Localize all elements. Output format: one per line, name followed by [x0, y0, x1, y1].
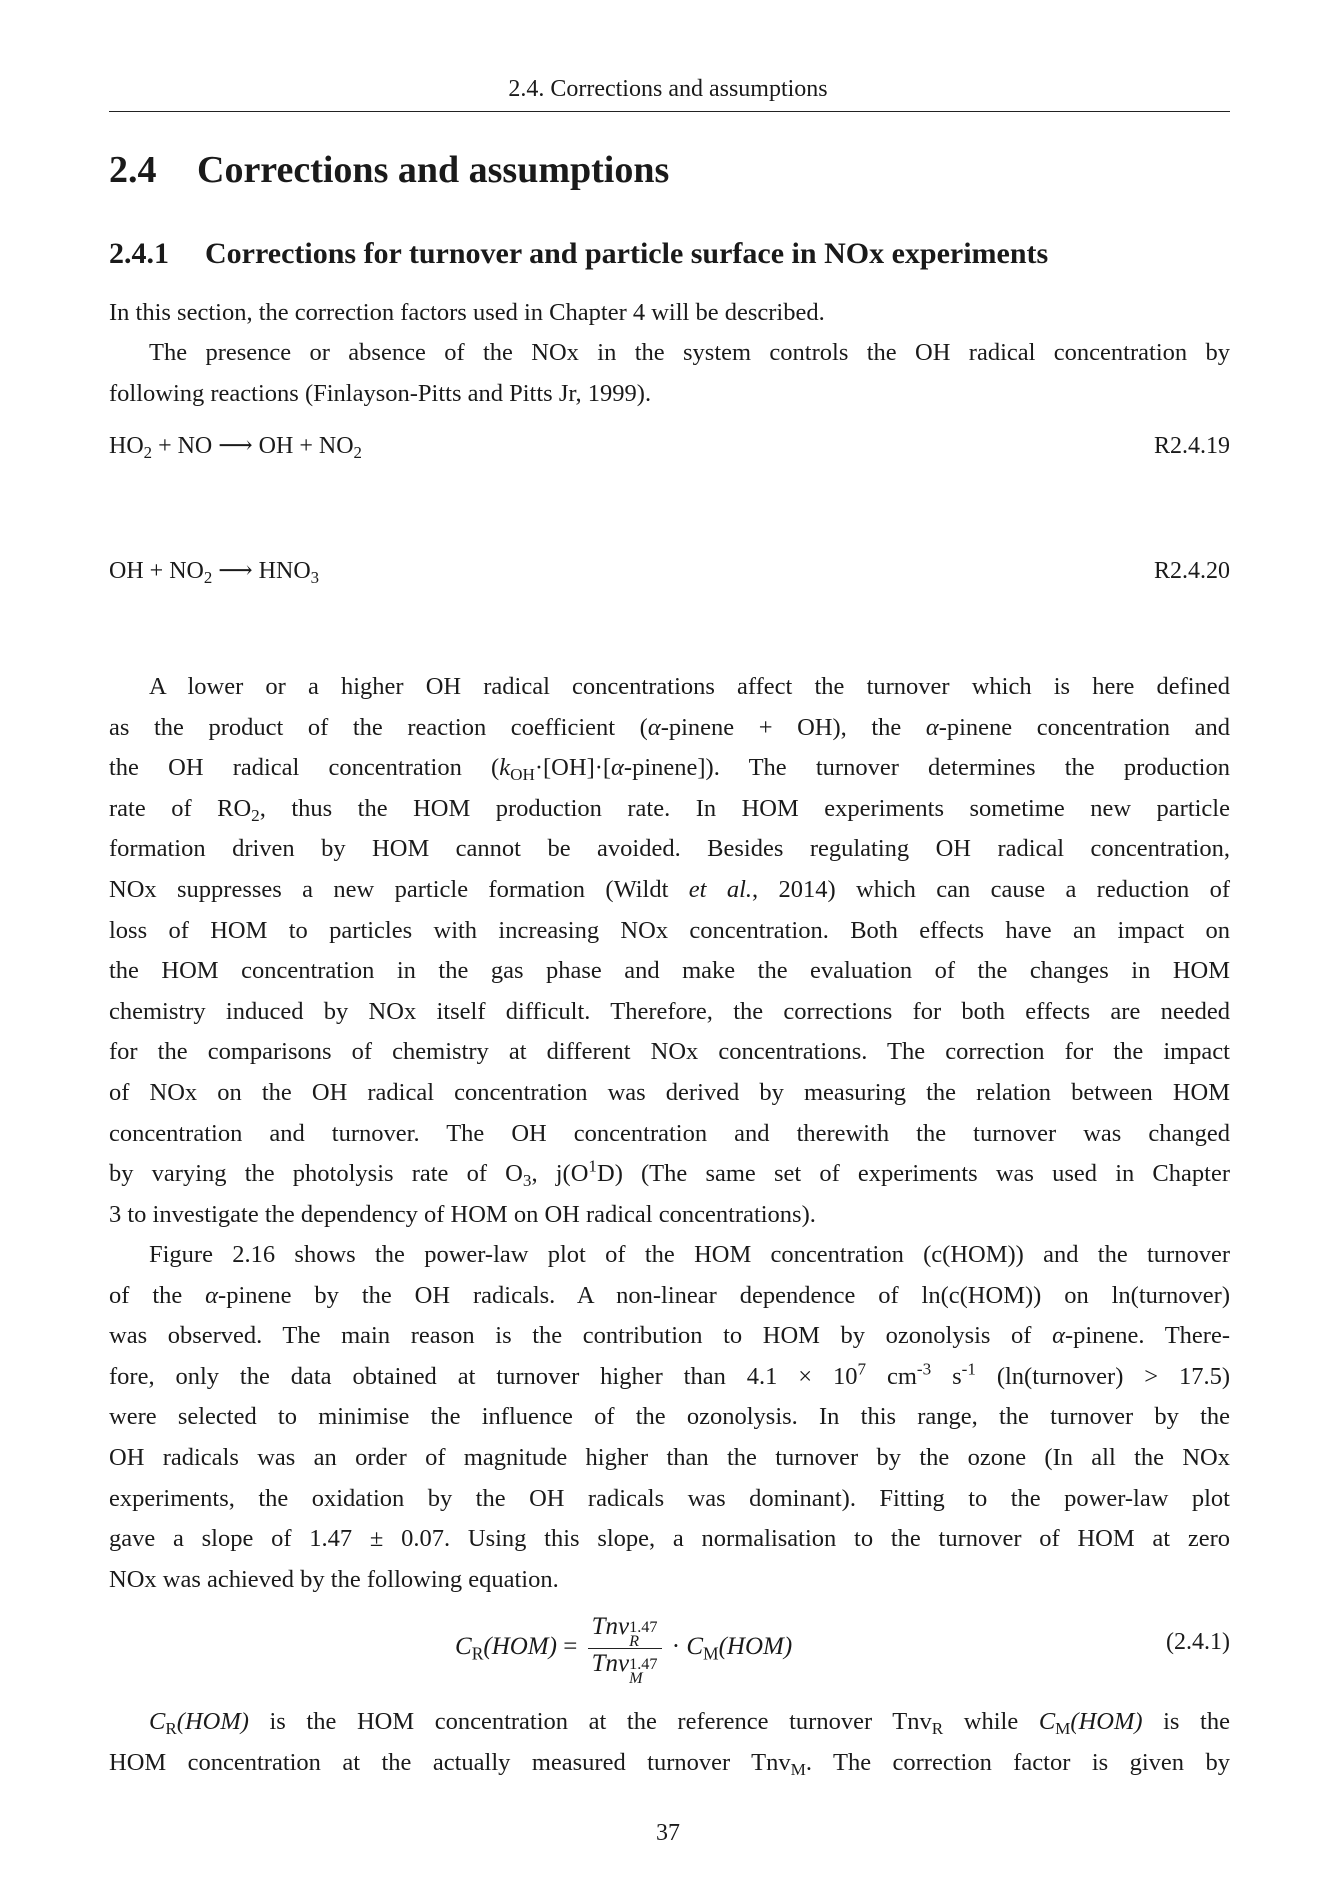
text-line — [149, 1235, 1230, 1275]
text-run: is the HOM concentration at the reference turnover Tnv — [248, 1708, 932, 1735]
text-line — [109, 1357, 1230, 1397]
eq-symbol: C — [686, 1633, 704, 1661]
text-run: was observed. The main reason is the contribution to HOM by ozonolysis of — [109, 1322, 1053, 1350]
reaction-formula — [109, 433, 362, 463]
text-line — [109, 1397, 1230, 1437]
text-run: formation driven by HOM cannot be avoided. Besides regulating OH radical concentration, — [109, 835, 1230, 863]
text-run: the OH radical concentration ( — [109, 754, 500, 782]
text-run: cm — [866, 1362, 917, 1390]
text-run: D) (The same set of experiments was used in Chapter — [597, 1160, 1230, 1188]
superscript: -3 — [916, 1359, 932, 1379]
eq-superscript: 1.47 — [629, 1618, 658, 1636]
text-line — [109, 1032, 1230, 1072]
text-run: by varying the photolysis rate of O — [109, 1160, 523, 1188]
subscript: R — [165, 1719, 177, 1739]
eq-denominator — [588, 1649, 662, 1685]
section-heading — [109, 148, 669, 192]
text-line — [109, 1743, 1230, 1783]
subscript: 2 — [143, 443, 153, 463]
text-run: concentration and turnover. The OH concentration and therewith the turnover was changed — [109, 1119, 1230, 1147]
text-run: . The correction factor is given by — [805, 1748, 1230, 1776]
text-run: of NOx on the OH radical concentration was derived by measuring the relation between HOM — [109, 1079, 1230, 1106]
subsection-heading — [109, 236, 1048, 272]
text-line — [109, 1154, 1230, 1194]
text-run: fore, only the data obtained at turnover higher than 4.1 × 10 — [109, 1362, 858, 1390]
text-run: , 2014) which can cause a reduction of — [752, 876, 1230, 903]
text-line — [109, 1316, 1230, 1356]
text-line — [109, 911, 1230, 951]
subscript: 2 — [353, 443, 362, 463]
text-run: the HOM concentration in the gas phase and make the evaluation of the changes in HOM — [109, 957, 1230, 985]
text-run: while — [943, 1708, 1039, 1735]
subscript: 2 — [251, 805, 260, 825]
text-line — [109, 1519, 1230, 1559]
text-line — [109, 789, 1230, 829]
reaction-r2-4-20 — [109, 551, 1230, 591]
text-run: NOx was achieved by the following equation. — [109, 1565, 559, 1593]
math-text: et al. — [688, 876, 753, 903]
text-line — [149, 333, 1230, 373]
math-text: k — [499, 754, 511, 782]
text-run: experiments, the oxidation by the OH radicals was dominant). Fitting to the power-law plot — [109, 1484, 1230, 1512]
math-text: C — [149, 1708, 166, 1735]
text-run: -pinene by the OH radicals. A non-linear dependence of ln(c(HOM)) on ln(turnover) — [218, 1281, 1230, 1309]
equation-2-4-1 — [109, 1612, 1230, 1687]
subscript: R — [931, 1719, 944, 1739]
text-run: rate of RO — [109, 794, 252, 822]
text-run: -pinene. There- — [1064, 1322, 1230, 1350]
text-line — [109, 748, 1230, 788]
text-line — [109, 1073, 1230, 1113]
text-line — [109, 1195, 1230, 1235]
eq-subscript: R — [471, 1643, 484, 1664]
text-run: of the — [109, 1281, 206, 1309]
eq-numerator — [588, 1612, 662, 1648]
eq-equals: = — [556, 1633, 584, 1661]
text-line — [109, 1114, 1230, 1154]
eq-symbol: Tnv — [591, 1613, 630, 1640]
text-run: gave a slope of 1.47 ± 0.07. Using this slope, a normalisation to the turnover of HOM at zero — [109, 1525, 1230, 1553]
subscript: 3 — [522, 1171, 532, 1191]
math-text: α — [1052, 1322, 1065, 1350]
text-run: were selected to minimise the influence of the ozonolysis. In this range, the turnover by the — [109, 1403, 1230, 1431]
text-run: , thus the HOM production rate. In HOM experiments sometime new particle — [259, 794, 1230, 822]
text-run: as the product of the reaction coefficient ( — [109, 713, 648, 741]
reaction-label: R2.4.19 — [1153, 433, 1230, 459]
page-number: 37 — [656, 1820, 680, 1846]
section-number: 2.4 — [109, 149, 157, 191]
math-text: (HOM) — [176, 1708, 249, 1735]
text-line — [109, 829, 1230, 869]
text-line — [109, 374, 1230, 414]
text-run: In this section, the correction factors used in Chapter 4 will be described. — [109, 299, 825, 326]
text-run: OH radicals was an order of magnitude higher than the turnover by the ozone (In all the NOx — [109, 1444, 1230, 1471]
text-line — [109, 1560, 1230, 1600]
text-run: (ln(turnover) > 17.5) — [975, 1362, 1230, 1390]
text-line — [109, 992, 1230, 1032]
text-line — [109, 870, 1230, 910]
text-run: The presence or absence of the NOx in the system controls the OH radical concentration by — [149, 339, 1230, 366]
math-text: α — [611, 754, 624, 782]
text-run: following reactions (Finlayson-Pitts and Pitts Jr, 1999). — [109, 379, 652, 407]
running-header: 2.4. Corrections and assumptions — [508, 76, 828, 102]
reaction-r2-4-19 — [109, 426, 1230, 466]
superscript: 1 — [588, 1156, 597, 1176]
eq-symbol: Tnv — [591, 1650, 630, 1677]
text-line — [109, 1479, 1230, 1519]
text-line — [149, 1702, 1230, 1742]
eq-subscript: M — [629, 1669, 643, 1687]
section-title: Corrections and assumptions — [197, 149, 670, 191]
eq-argument: (HOM) — [483, 1633, 557, 1661]
text-run: HO — [109, 433, 144, 459]
text-run: -pinene + OH), the — [660, 713, 926, 741]
subsection-number: 2.4.1 — [109, 237, 169, 270]
text-line — [109, 1276, 1230, 1316]
text-run: s — [931, 1362, 962, 1390]
subscript: 2 — [203, 568, 213, 588]
text-line — [109, 293, 1230, 333]
text-run: loss of HOM to particles with increasing NOx concentration. Both effects have an impact on — [109, 916, 1230, 944]
text-run: chemistry induced by NOx itself difficult. Therefore, the corrections for both effects are needed — [109, 997, 1230, 1025]
eq-subscript: R — [629, 1632, 640, 1650]
text-run: Figure 2.16 shows the power-law plot of the HOM concentration (c(HOM)) and the turnover — [149, 1241, 1230, 1268]
reaction-label: R2.4.20 — [1153, 558, 1230, 584]
text-run: -pinene]). The turnover determines the production — [623, 754, 1230, 782]
math-text: α — [647, 713, 661, 741]
text-run: HOM concentration at the actually measured turnover Tnv — [109, 1748, 791, 1776]
header-rule — [109, 111, 1230, 112]
math-text: C — [1038, 1708, 1056, 1735]
text-run: NOx suppresses a new particle formation (Wildt — [109, 876, 689, 903]
eq-dot: · — [665, 1633, 687, 1661]
subscript: 3 — [310, 568, 320, 588]
text-line — [109, 951, 1230, 991]
text-run: for the comparisons of chemistry at different NOx concentrations. The correction for the impact — [109, 1038, 1230, 1066]
superscript: 7 — [857, 1359, 867, 1379]
text-line — [149, 667, 1230, 707]
eq-symbol: C — [455, 1633, 472, 1661]
eq-subscript: M — [703, 1643, 719, 1664]
text-run: + NO ⟶ OH + NO — [152, 433, 354, 459]
text-run: ·[OH]·[ — [534, 754, 612, 782]
equation-number: (2.4.1) — [1166, 1629, 1230, 1655]
text-line — [109, 708, 1230, 748]
math-text: (HOM) — [1070, 1708, 1143, 1735]
equation-body — [455, 1612, 792, 1685]
text-run: ⟶ HNO — [212, 558, 311, 584]
eq-fraction — [588, 1612, 662, 1685]
subscript: OH — [510, 765, 535, 785]
math-text: α — [925, 713, 939, 741]
text-run: A lower or a higher OH radical concentrations affect the turnover which is here defined — [149, 673, 1230, 700]
text-line — [109, 1438, 1230, 1478]
superscript: -1 — [961, 1359, 976, 1379]
eq-superscript: 1.47 — [629, 1655, 658, 1673]
text-run: 3 to investigate the dependency of HOM on OH radical concentrations). — [109, 1200, 816, 1228]
eq-argument: (HOM) — [718, 1633, 793, 1661]
subscript: M — [790, 1759, 806, 1779]
subsection-title: Corrections for turnover and particle surface in NOx experiments — [205, 237, 1049, 270]
text-run: is the — [1142, 1708, 1230, 1735]
reaction-formula — [109, 558, 320, 588]
text-run: OH + NO — [109, 558, 204, 584]
math-text: α — [205, 1281, 219, 1309]
text-run: -pinene concentration and — [938, 713, 1230, 741]
subscript: M — [1055, 1719, 1071, 1739]
text-run: , j(O — [531, 1160, 589, 1188]
